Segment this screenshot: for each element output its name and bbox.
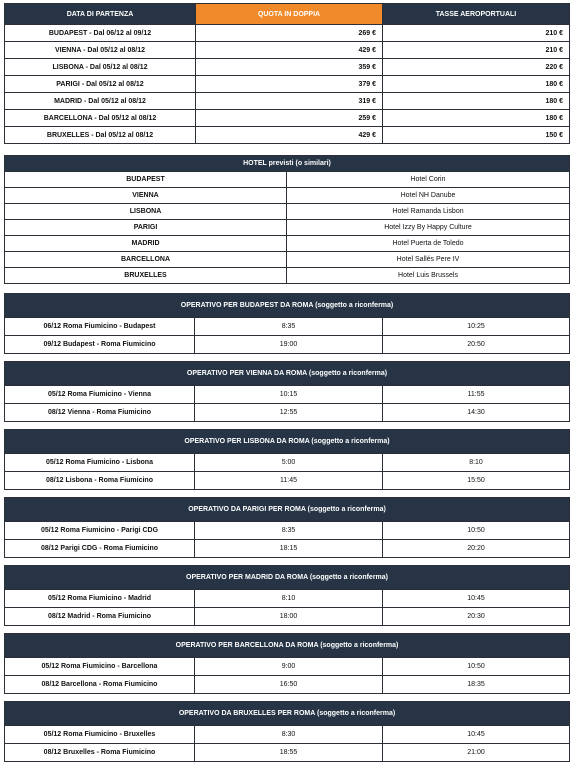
arrival-time-cell: 10:45 [383, 590, 570, 608]
table-row [5, 220, 570, 236]
departure-cell: BUDAPEST - Dal 06/12 al 09/12 [5, 25, 196, 42]
operativo-title: OPERATIVO PER LISBONA DA ROMA (soggetto a riconferma) [5, 430, 570, 454]
departure-time-cell: 11:45 [195, 472, 383, 490]
operativo-title: OPERATIVO PER MADRID DA ROMA (soggetto a riconferma) [5, 566, 570, 590]
rate-cell: 429 € [196, 127, 383, 144]
arrival-time-cell: 10:25 [383, 318, 570, 336]
hotel-table-title: HOTEL previsti (o similari) [5, 156, 570, 172]
departure-cell: BARCELLONA - Dal 05/12 al 08/12 [5, 110, 196, 127]
hotel-city-cell: MADRID [5, 236, 287, 252]
operativo-title: OPERATIVO PER VIENNA DA ROMA (soggetto a riconferma) [5, 362, 570, 386]
table-row [5, 676, 570, 694]
flight-route-cell: 06/12 Roma Fiumicino - Budapest [5, 318, 195, 336]
flight-route-cell: 05/12 Roma Fiumicino - Bruxelles [5, 726, 195, 744]
operativo-vienna-table [4, 361, 570, 422]
operativo-title: OPERATIVO PER BUDAPEST DA ROMA (soggetto a riconferma) [5, 294, 570, 318]
tax-cell: 150 € [383, 127, 570, 144]
flight-route-cell: 09/12 Budapest - Roma Fiumicino [5, 336, 195, 354]
operativo-barcellona-table [4, 633, 570, 694]
arrival-time-cell: 20:20 [383, 540, 570, 558]
departure-cell: BRUXELLES - Dal 05/12 al 08/12 [5, 127, 196, 144]
header-departure-date: DATA DI PARTENZA [5, 4, 196, 25]
departure-time-cell: 8:35 [195, 318, 383, 336]
table-row [5, 59, 570, 76]
arrival-time-cell: 11:55 [383, 386, 570, 404]
flight-route-cell: 05/12 Roma Fiumicino - Vienna [5, 386, 195, 404]
hotel-name-cell: Hotel Izzy By Happy Culture [287, 220, 570, 236]
flight-route-cell: 08/12 Bruxelles - Roma Fiumicino [5, 744, 195, 762]
rate-cell: 269 € [196, 25, 383, 42]
rate-cell: 359 € [196, 59, 383, 76]
rate-cell: 319 € [196, 93, 383, 110]
operativo-bruxelles-table [4, 701, 570, 762]
table-row [5, 25, 570, 42]
departure-time-cell: 8:30 [195, 726, 383, 744]
arrival-time-cell: 8:10 [383, 454, 570, 472]
hotel-name-cell: Hotel Sallés Pere IV [287, 252, 570, 268]
hotel-name-cell: Hotel NH Danube [287, 188, 570, 204]
hotel-name-cell: Hotel Corin [287, 172, 570, 188]
arrival-time-cell: 10:50 [383, 522, 570, 540]
flight-route-cell: 05/12 Roma Fiumicino - Madrid [5, 590, 195, 608]
hotel-table-header [5, 156, 570, 172]
arrival-time-cell: 21:00 [383, 744, 570, 762]
departure-cell: MADRID - Dal 05/12 al 08/12 [5, 93, 196, 110]
price-table [4, 3, 570, 144]
flight-route-cell: 05/12 Roma Fiumicino - Barcellona [5, 658, 195, 676]
table-row [5, 42, 570, 59]
departure-time-cell: 8:10 [195, 590, 383, 608]
departure-time-cell: 8:35 [195, 522, 383, 540]
table-row [5, 236, 570, 252]
departure-cell: LISBONA - Dal 05/12 al 08/12 [5, 59, 196, 76]
operativo-title: OPERATIVO DA PARIGI PER ROMA (soggetto a riconferma) [5, 498, 570, 522]
table-row [5, 608, 570, 626]
hotel-city-cell: LISBONA [5, 204, 287, 220]
departure-time-cell: 5:00 [195, 454, 383, 472]
hotel-city-cell: BARCELLONA [5, 252, 287, 268]
departure-time-cell: 18:55 [195, 744, 383, 762]
table-row [5, 110, 570, 127]
arrival-time-cell: 20:50 [383, 336, 570, 354]
departure-cell: PARIGI - Dal 05/12 al 08/12 [5, 76, 196, 93]
departure-time-cell: 10:15 [195, 386, 383, 404]
hotel-city-cell: BUDAPEST [5, 172, 287, 188]
table-row [5, 93, 570, 110]
hotel-name-cell: Hotel Luis Brussels [287, 268, 570, 284]
operativo-lisbona-table [4, 429, 570, 490]
tax-cell: 220 € [383, 59, 570, 76]
table-row [5, 472, 570, 490]
table-row [5, 726, 570, 744]
hotel-name-cell: Hotel Puerta de Toledo [287, 236, 570, 252]
tax-cell: 180 € [383, 76, 570, 93]
table-row [5, 522, 570, 540]
table-row [5, 744, 570, 762]
operativo-title: OPERATIVO DA BRUXELLES PER ROMA (soggetto a riconferma) [5, 702, 570, 726]
tax-cell: 180 € [383, 93, 570, 110]
table-row [5, 454, 570, 472]
arrival-time-cell: 18:35 [383, 676, 570, 694]
tax-cell: 210 € [383, 42, 570, 59]
table-row [5, 204, 570, 220]
table-row [5, 336, 570, 354]
tax-cell: 210 € [383, 25, 570, 42]
operativo-budapest-table [4, 293, 570, 354]
operativo-title: OPERATIVO PER BARCELLONA DA ROMA (soggetto a riconferma) [5, 634, 570, 658]
table-row [5, 76, 570, 93]
hotel-city-cell: PARIGI [5, 220, 287, 236]
table-row [5, 404, 570, 422]
arrival-time-cell: 20:30 [383, 608, 570, 626]
arrival-time-cell: 10:50 [383, 658, 570, 676]
table-row [5, 172, 570, 188]
table-row [5, 540, 570, 558]
table-row [5, 252, 570, 268]
rate-cell: 259 € [196, 110, 383, 127]
departure-time-cell: 18:00 [195, 608, 383, 626]
price-table-header [5, 4, 570, 25]
hotel-table [4, 155, 570, 284]
departure-cell: VIENNA - Dal 05/12 al 08/12 [5, 42, 196, 59]
flight-route-cell: 08/12 Parigi CDG - Roma Fiumicino [5, 540, 195, 558]
header-double-rate: QUOTA IN DOPPIA [196, 4, 383, 25]
hotel-city-cell: BRUXELLES [5, 268, 287, 284]
flight-route-cell: 08/12 Vienna - Roma Fiumicino [5, 404, 195, 422]
flight-route-cell: 08/12 Lisbona - Roma Fiumicino [5, 472, 195, 490]
flight-route-cell: 08/12 Madrid - Roma Fiumicino [5, 608, 195, 626]
table-row [5, 268, 570, 284]
departure-time-cell: 19:00 [195, 336, 383, 354]
departure-time-cell: 9:00 [195, 658, 383, 676]
arrival-time-cell: 14:30 [383, 404, 570, 422]
rate-cell: 429 € [196, 42, 383, 59]
hotel-city-cell: VIENNA [5, 188, 287, 204]
table-row [5, 658, 570, 676]
departure-time-cell: 18:15 [195, 540, 383, 558]
table-row [5, 318, 570, 336]
arrival-time-cell: 15:50 [383, 472, 570, 490]
departure-time-cell: 12:55 [195, 404, 383, 422]
flight-route-cell: 05/12 Roma Fiumicino - Lisbona [5, 454, 195, 472]
flight-route-cell: 05/12 Roma Fiumicino - Parigi CDG [5, 522, 195, 540]
tax-cell: 180 € [383, 110, 570, 127]
departure-time-cell: 16:50 [195, 676, 383, 694]
flight-route-cell: 08/12 Barcellona - Roma Fiumicino [5, 676, 195, 694]
hotel-name-cell: Hotel Ramanda Lisbon [287, 204, 570, 220]
table-row [5, 127, 570, 144]
operativo-madrid-table [4, 565, 570, 626]
header-airport-taxes: TASSE AEROPORTUALI [383, 4, 570, 25]
table-row [5, 188, 570, 204]
table-row [5, 386, 570, 404]
rate-cell: 379 € [196, 76, 383, 93]
arrival-time-cell: 10:45 [383, 726, 570, 744]
table-row [5, 590, 570, 608]
operativo-parigi-table [4, 497, 570, 558]
